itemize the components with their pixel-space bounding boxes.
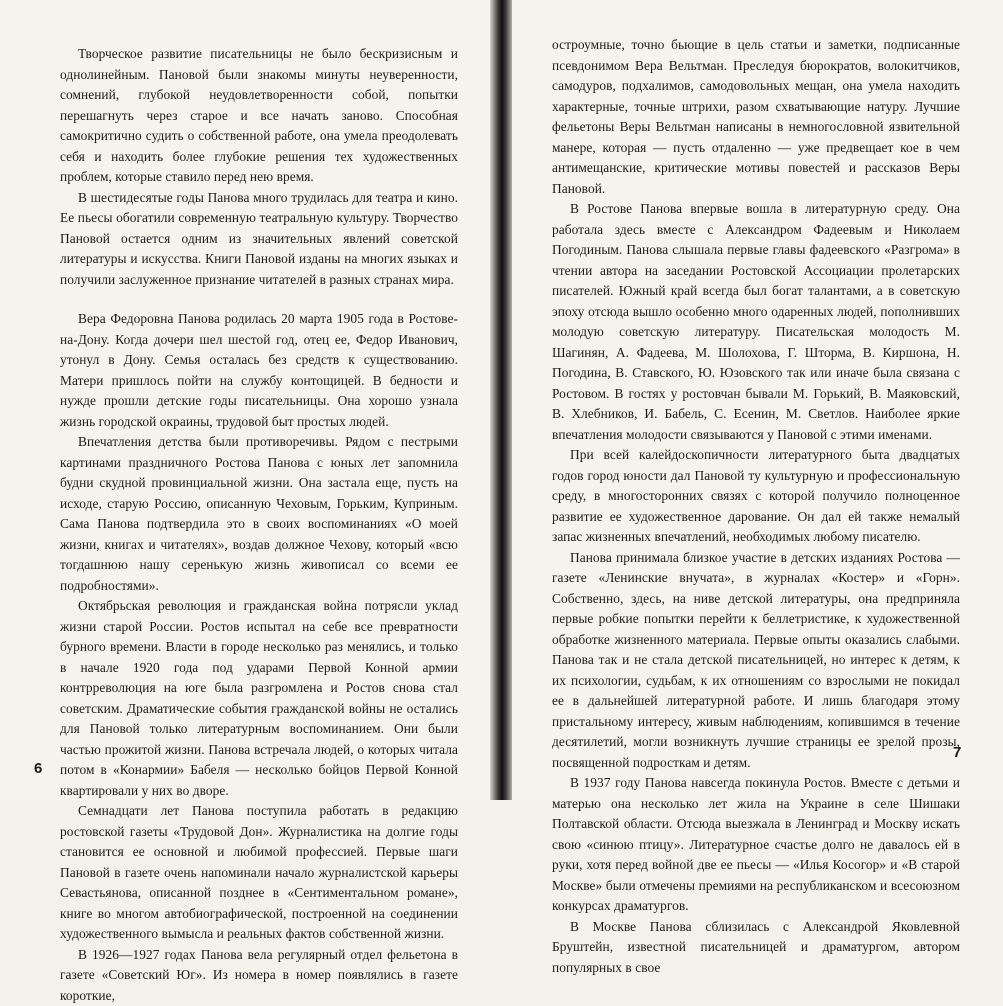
paragraph: Впечатления детства были противоречивы. Рядом с пестрыми картинами праздничного Ростова Панова с юных лет запомнила будни скудной провинциальной жизни. Она застала еще, пусть на исходе, старую Россию, описанную Чеховым, Горьким, Куприным. Сама Панова подтвердила это в своих воспоминаниях «О моей жизни, книгах и читателях», воздав должное Чехову, который «всю тогдашнюю нашу серенькую жизнь живописал со всеми ее подробностями». [60,432,458,596]
paragraph: В Ростове Панова впервые вошла в литературную среду. Она работала здесь вместе с Александром Фадеевым и Николаем Погодиным. Панова слышала первые главы фадеевского «Разгрома» в чтении автора на заседании Ростовской Ассоциации пролетарских писателей. Южный край всегда был богат талантами, а в советскую эпоху отсюда вышло особенно много одаренных людей, пополнивших молодую советскую литературу. Писательская молодость М. Шагинян, А. Фадеева, М. Шолохова, Г. Шторма, В. Киршона, Н. Погодина, В. Ставского, Ю. Юзовского так или иначе была связана с Ростовом. В гостях у ростовчан бывали М. Горький, В. Маяковский, В. Хлебников, И. Бабель, С. Есенин, М. Светлов. Наиболее яркие впечатления молодости связываются у Пановой с этими именами. [552,199,960,445]
paragraph: Вера Федоровна Панова родилась 20 марта 1905 года в Ростове-на-Дону. Когда дочери шел шестой год, отец ее, Федор Иванович, утонул в Дону. Семья осталась без средств к существованию. Матери пришлось пойти на службу контощицей. В бедности и нужде прошли детские годы писательницы. Она хорошо узнала жизнь городской окраины, трудовой быт простых людей. [60,309,458,432]
left-page [0,0,496,800]
paragraph: В Москве Панова сблизилась с Александрой Яковлевной Бруштейн, известной писательницей и драматургом, автором популярных в свое [552,917,960,979]
paragraph: остроумные, точно бьющие в цель статьи и заметки, подписанные псевдонимом Вера Вельтман. Преследуя бюрократов, волокитчиков, самодуров, подхалимов, самодовольных мещан, она умела находить характерные, точные штрихи, разом схватывающие натуру. Лучшие фельетоны Веры Вельтман написаны в немногословной язвительной манере, которая — пусть отдаленно — уже предвещает кое в чем антимещанские, критические мотивы повестей и рассказов Веры Пановой. [552,35,960,199]
left-page-text [60,44,458,1006]
paragraph: В 1937 году Панова навсегда покинула Ростов. Вместе с детьми и матерью она несколько лет жила на Украине в селе Шишаки Полтавской области. Отсюда выезжала в Ленинград и Москву искать свою «синюю птицу». Литературное счастье долго не давалось ей в руки, хотя перед войной две ее пьесы — «Илья Косогор» и «В старой Москве» были отмечены премиями на республиканском и всесоюзном конкурсах драматургов. [552,773,960,917]
paragraph: В 1926—1927 годах Панова вела регулярный отдел фельетона в газете «Советский Юг». Из номера в номер появлялись в газете короткие, [60,945,458,1006]
page-number: 7 [953,744,961,761]
right-page-text [552,35,960,978]
paragraph: При всей калейдоскопичности литературного быта двадцатых годов город юности дал Пановой ту культурную и профессиональную среду, в многосторонних связях с которой получило полноценное развитие ее художественное дарование. Он дал ей также немалый запас жизненных впечатлений, необходимых любому писателю. [552,445,960,548]
paragraph: Панова принимала близкое участие в детских изданиях Ростова — газете «Ленинские внучата», в журналах «Костер» и «Горн». Собственно, здесь, на ниве детской литературы, она предприняла первые робкие попытки перейти к беллетристике, к художественной обработке жизненного материала. Первые опыты оказались слабыми. Панова так и не стала детской писательницей, но интерес к детям, к их психологии, судьбам, к их отношениям со взрослыми не покидал ее в дальнейшей литературной работе. И лишь благодаря этому пристальному интересу, живым наблюдениям, копившимся в течение десятилетий, могли возникнуть лучшие страницы ее зрелой прозы, посвященной подросткам и детям. [552,548,960,774]
page-number: 6 [34,760,42,777]
right-page [512,0,1003,800]
paragraph: Творческое развитие писательницы не было бескризисным и однолинейным. Пановой были знакомы минуты неуверенности, сомнений, глубокой неудовлетворенности собой, попытки перешагнуть через старое и все начать заново. Способная самокритично судить о собственной работе, она умела преодолевать себя и находить более глубокие решения тех художественных проблем, которые ставило перед нею время. [60,44,458,188]
paragraph: Октябрьская революция и гражданская война потрясли уклад жизни старой России. Ростов испытал на себе все превратности бурного времени. Власти в городе несколько раз менялись, и только в начале 1920 года под ударами Первой Конной армии контрреволюция на юге была разгромлена и Ростов снова стал советским. Драматические события гражданской войны не остались для Пановой только литературным воспоминанием. Они были частью прожитой жизни. Панова встречала людей, о которых читала потом в «Конармии» Бабеля — несколько бойцов Первой Конной квартировали у них во дворе. [60,596,458,801]
paragraph: Семнадцати лет Панова поступила работать в редакцию ростовской газеты «Трудовой Дон». Журналистика на долгие годы становится ее основной и любимой профессией. Первые шаги Пановой в газете очень напоминали начало журналистской карьеры Севастьянова, описанной позднее в «Сентиментальном романе», книге во многом автобиографической, построенной на соединении художественного вымысла и реальных фактов собственной жизни. [60,801,458,945]
paragraph: В шестидесятые годы Панова много трудилась для театра и кино. Ее пьесы обогатили современную театральную культуру. Творчество Пановой остается одним из значительных явлений советской литературы и искусства. Книги Пановой изданы на многих языках и получили заслуженное признание читателей в разных странах мира. [60,188,458,291]
book-gutter [490,0,514,800]
